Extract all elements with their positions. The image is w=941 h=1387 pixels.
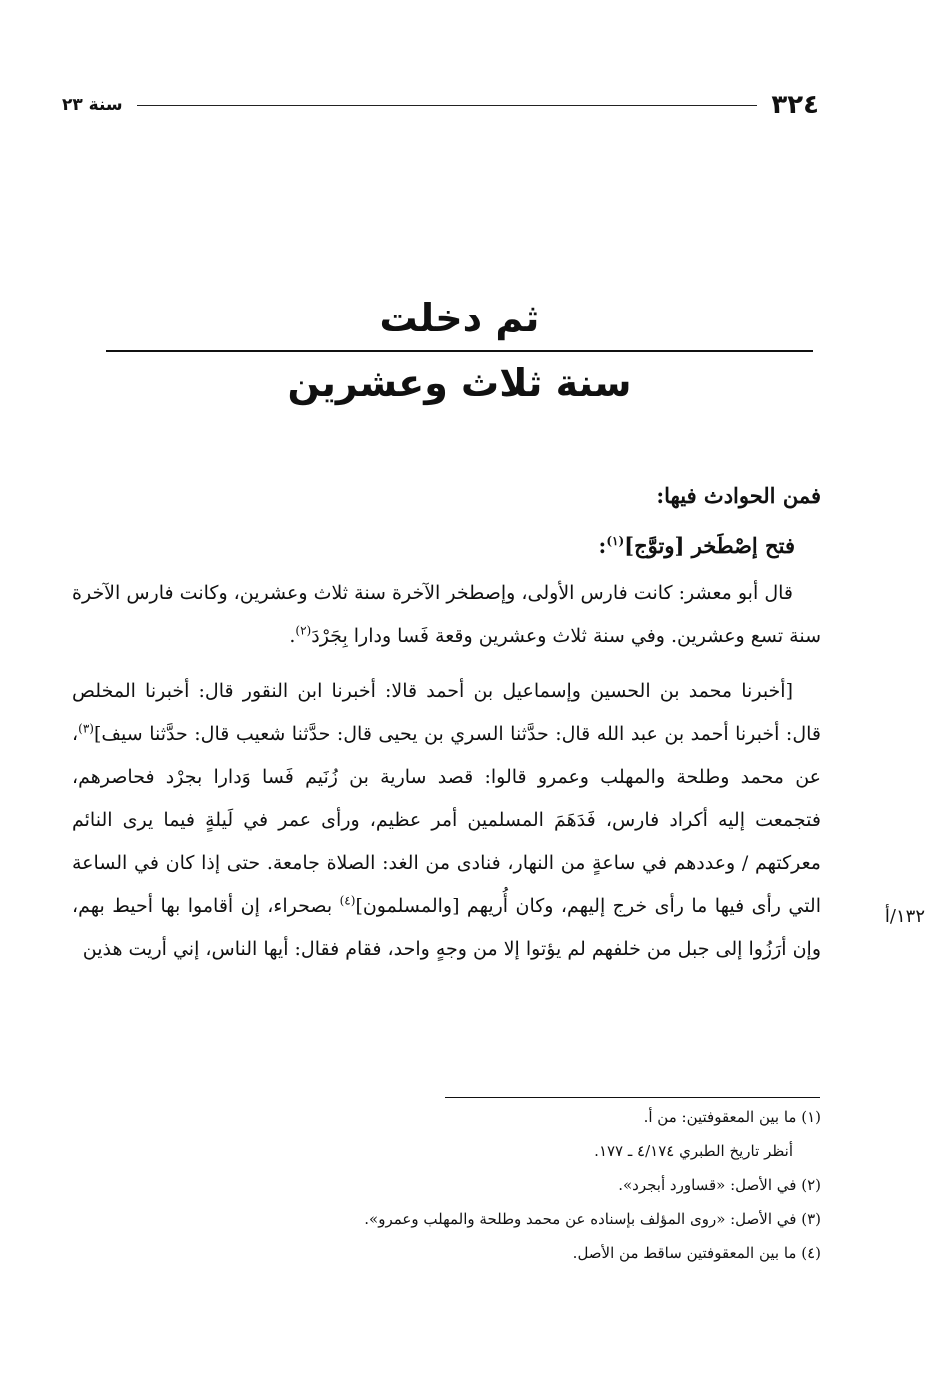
- paragraph-1-text: قال أبو معشر: كانت فارس الأولى، وإصطخر الآخرة سنة ثلاث وعشرين، وكانت فارس الآخرة سنة تسع وعشرين. وفي سنة ثلاث وعشرين وقعة فَسا ودارا بِجَرْدَ: [72, 582, 821, 647]
- paragraph-2-end: بصحراء، إن أقاموا بها أحيط بهم، وإن أرَزُوا إلى جبل من خلفهم لم يؤتوا إلا من وجهٍ واحد، فقام فقال: أيها الناس، إني أريت هذين: [72, 895, 821, 960]
- footnote-ref-3[interactable]: (٣): [78, 721, 94, 736]
- footnote-divider: [445, 1097, 820, 1098]
- footnote-4: (٤) ما بين المعقوفتين ساقط من الأصل.: [572, 1244, 821, 1262]
- paragraph-1: [72, 572, 821, 658]
- paragraph-2: [72, 670, 821, 971]
- paragraph-2-isnad: [أخبرنا محمد بن الحسين وإسماعيل بن أحمد قالا: أخبرنا ابن النقور قال: أخبرنا المخلص قال: أخبرنا أحمد بن عبد الله قال: حدَّثنا السري بن يحيى قال: حدَّثنا شعيب قال: حدَّثنا سيف]: [72, 680, 821, 745]
- footnote-3: (٣) في الأصل: «روى المؤلف بإسناده عن محمد وطلحة والمهلب وعمرو».: [364, 1210, 821, 1228]
- chapter-title-block: [106, 290, 813, 412]
- footnote-ref-1[interactable]: (١): [606, 534, 625, 548]
- footnotes: [72, 1106, 821, 1276]
- section-heading: فمن الحوادث فيها:: [656, 483, 821, 508]
- footnote-1-reference: أنظر تاريخ الطبري ٤/١٧٤ ـ ١٧٧.: [594, 1142, 793, 1160]
- running-header: [62, 88, 819, 122]
- footnote-ref-2[interactable]: (٢): [295, 623, 312, 638]
- subheading-text: فتح إصْطَخر [وتوَّج]: [624, 533, 795, 558]
- footnote-1: (١) ما بين المعقوفتين: من أ.: [643, 1108, 821, 1126]
- page-number: ٣٢٤: [771, 90, 819, 120]
- footnote-ref-4[interactable]: (٤): [339, 893, 356, 908]
- paragraph-1-end: .: [289, 625, 296, 647]
- subheading: [72, 530, 821, 562]
- running-title: سنة ٢٣: [62, 95, 123, 115]
- footnote-2: (٢) في الأصل: «قساورد أبجرد».: [618, 1176, 821, 1194]
- main-text: [72, 480, 821, 971]
- chapter-title-line2: سنة ثلاث وعشرين: [287, 361, 632, 405]
- header-rule: [137, 105, 758, 106]
- paragraph-2-text: ، عن محمد وطلحة والمهلب وعمرو قالوا: قصد سارية بن زُنَيم فَسا وَدارا بجرْد فحاصرهم، فتجمعت إليه أكراد فارس، فَدَهَمَ المسلمين أمر عظيم، ورأى عمر في لَيلةٍ فيما يرى النائم معركتهم / وعددهم في ساعةٍ من النهار، فنادى من الغد: الصلاة جامعة. حتى إذا كان في الساعة التي رأى فيها ما رأى خرج إليهم، وكان أُريهم [والمسلمون]: [72, 723, 821, 917]
- title-divider: [106, 350, 813, 352]
- subheading-suffix: :: [598, 533, 607, 558]
- manuscript-folio-marker: ١٣٢/أ: [884, 906, 925, 927]
- chapter-title-line1: ثم دخلت: [379, 296, 540, 340]
